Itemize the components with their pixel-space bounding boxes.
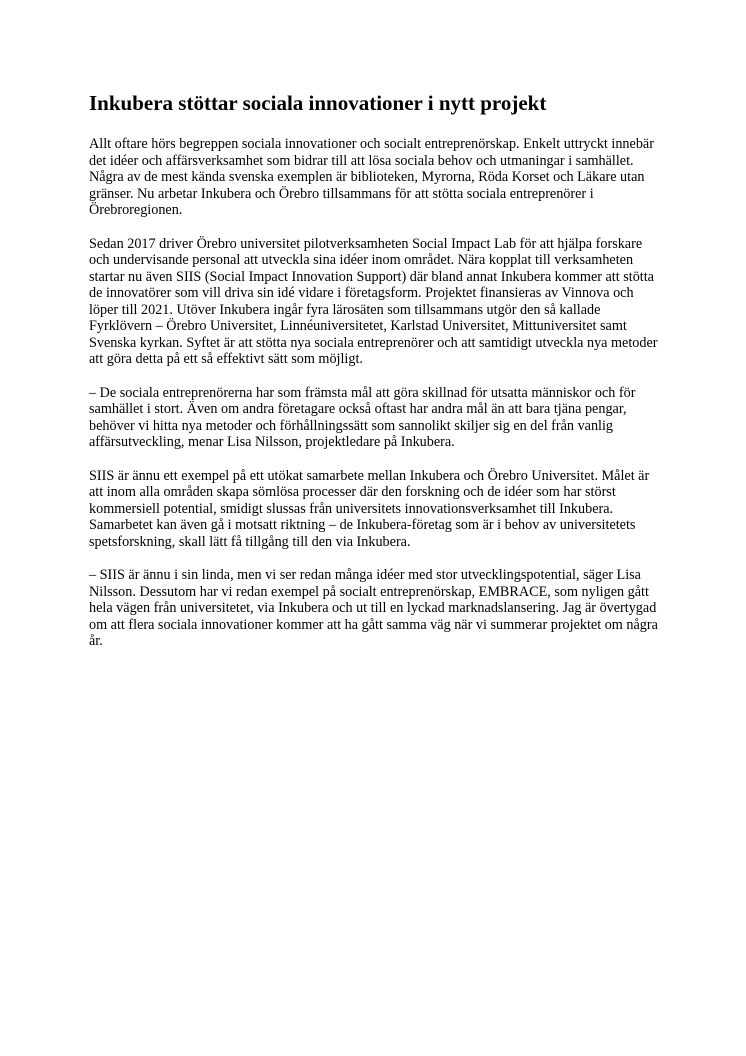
article-title: Inkubera stöttar sociala innovationer i nytt projekt: [89, 91, 547, 115]
article: [89, 89, 664, 667]
paragraph-intro: Allt oftare hörs begreppen sociala innovationer och socialt entreprenörskap. Enkelt uttryckt innebär det idéer och affärsverksamhet som bidrar till att lösa sociala behov och utmaningar i samhället. Några av de mest kända svenska exemplen är biblioteken, Myrorna, Röda Korset och Läkare utan gränser. Nu arbetar Inkubera och Örebro tillsammans för att stötta sociala entreprenörer i Örebroregionen.: [89, 136, 654, 218]
paragraph-siis-background: Sedan 2017 driver Örebro universitet pilotverksamheten Social Impact Lab för att hjälpa forskare och undervisande personal att utveckla sina idéer inom området. Nära kopplat till verksamheten startar nu även SIIS (Social Impact Innovation Support) där bland annat Inkubera kommer att stötta de innovatörer som vill driva sin idé vidare i företagsform. Projektet finansieras av Vinnova och löper till 2021. Utöver Inkubera ingår fyra lärosäten som tillsammans utgör den så kallade Fyrklövern – Örebro Universitet, Linnéuniversitetet, Karlstad Universitet, Mittuniversitet samt Svenska kyrkan. Syftet är att stötta nya sociala entreprenörer och att samtidigt utveckla nya metoder att göra detta på ett så effektivt sätt som möjligt.: [89, 235, 658, 367]
paragraph-quote-outlook: – SIIS är ännu i sin linda, men vi ser redan många idéer med stor utvecklingspotential, säger Lisa Nilsson. Dessutom har vi redan exempel på socialt entreprenörskap, EMBRACE, som nyligen gått hela vägen från universitetet, via Inkubera och ut till en lyckad marknadslansering. Jag är övertygad om att flera sociala innovationer kommer att ha gått samma väg när vi summerar projektet om några år.: [89, 567, 658, 649]
paragraph-quote-goals: – De sociala entreprenörerna har som främsta mål att göra skillnad för utsatta människor och för samhället i stort. Även om andra företagare också oftast har andra mål än att bara tjäna pengar, behöver vi hitta nya metoder och förhållningssätt som sannolikt skiljer sig en del från vanlig affärsutveckling, menar Lisa Nilsson, projektledare på Inkubera.: [89, 384, 636, 450]
paragraph-collaboration: SIIS är ännu ett exempel på ett utökat samarbete mellan Inkubera och Örebro Universitet. Målet är att inom alla områden skapa sömlösa processer där den forskning och de idéer som har störst kommersiell potential, smidigt slussas från universitets innovationsverksamhet till Inkubera. Samarbetet kan även gå i motsatt riktning – de Inkubera-företag som är i behov av universitetets spetsforskning, skall lätt få tillgång till den via Inkubera.: [89, 467, 650, 550]
